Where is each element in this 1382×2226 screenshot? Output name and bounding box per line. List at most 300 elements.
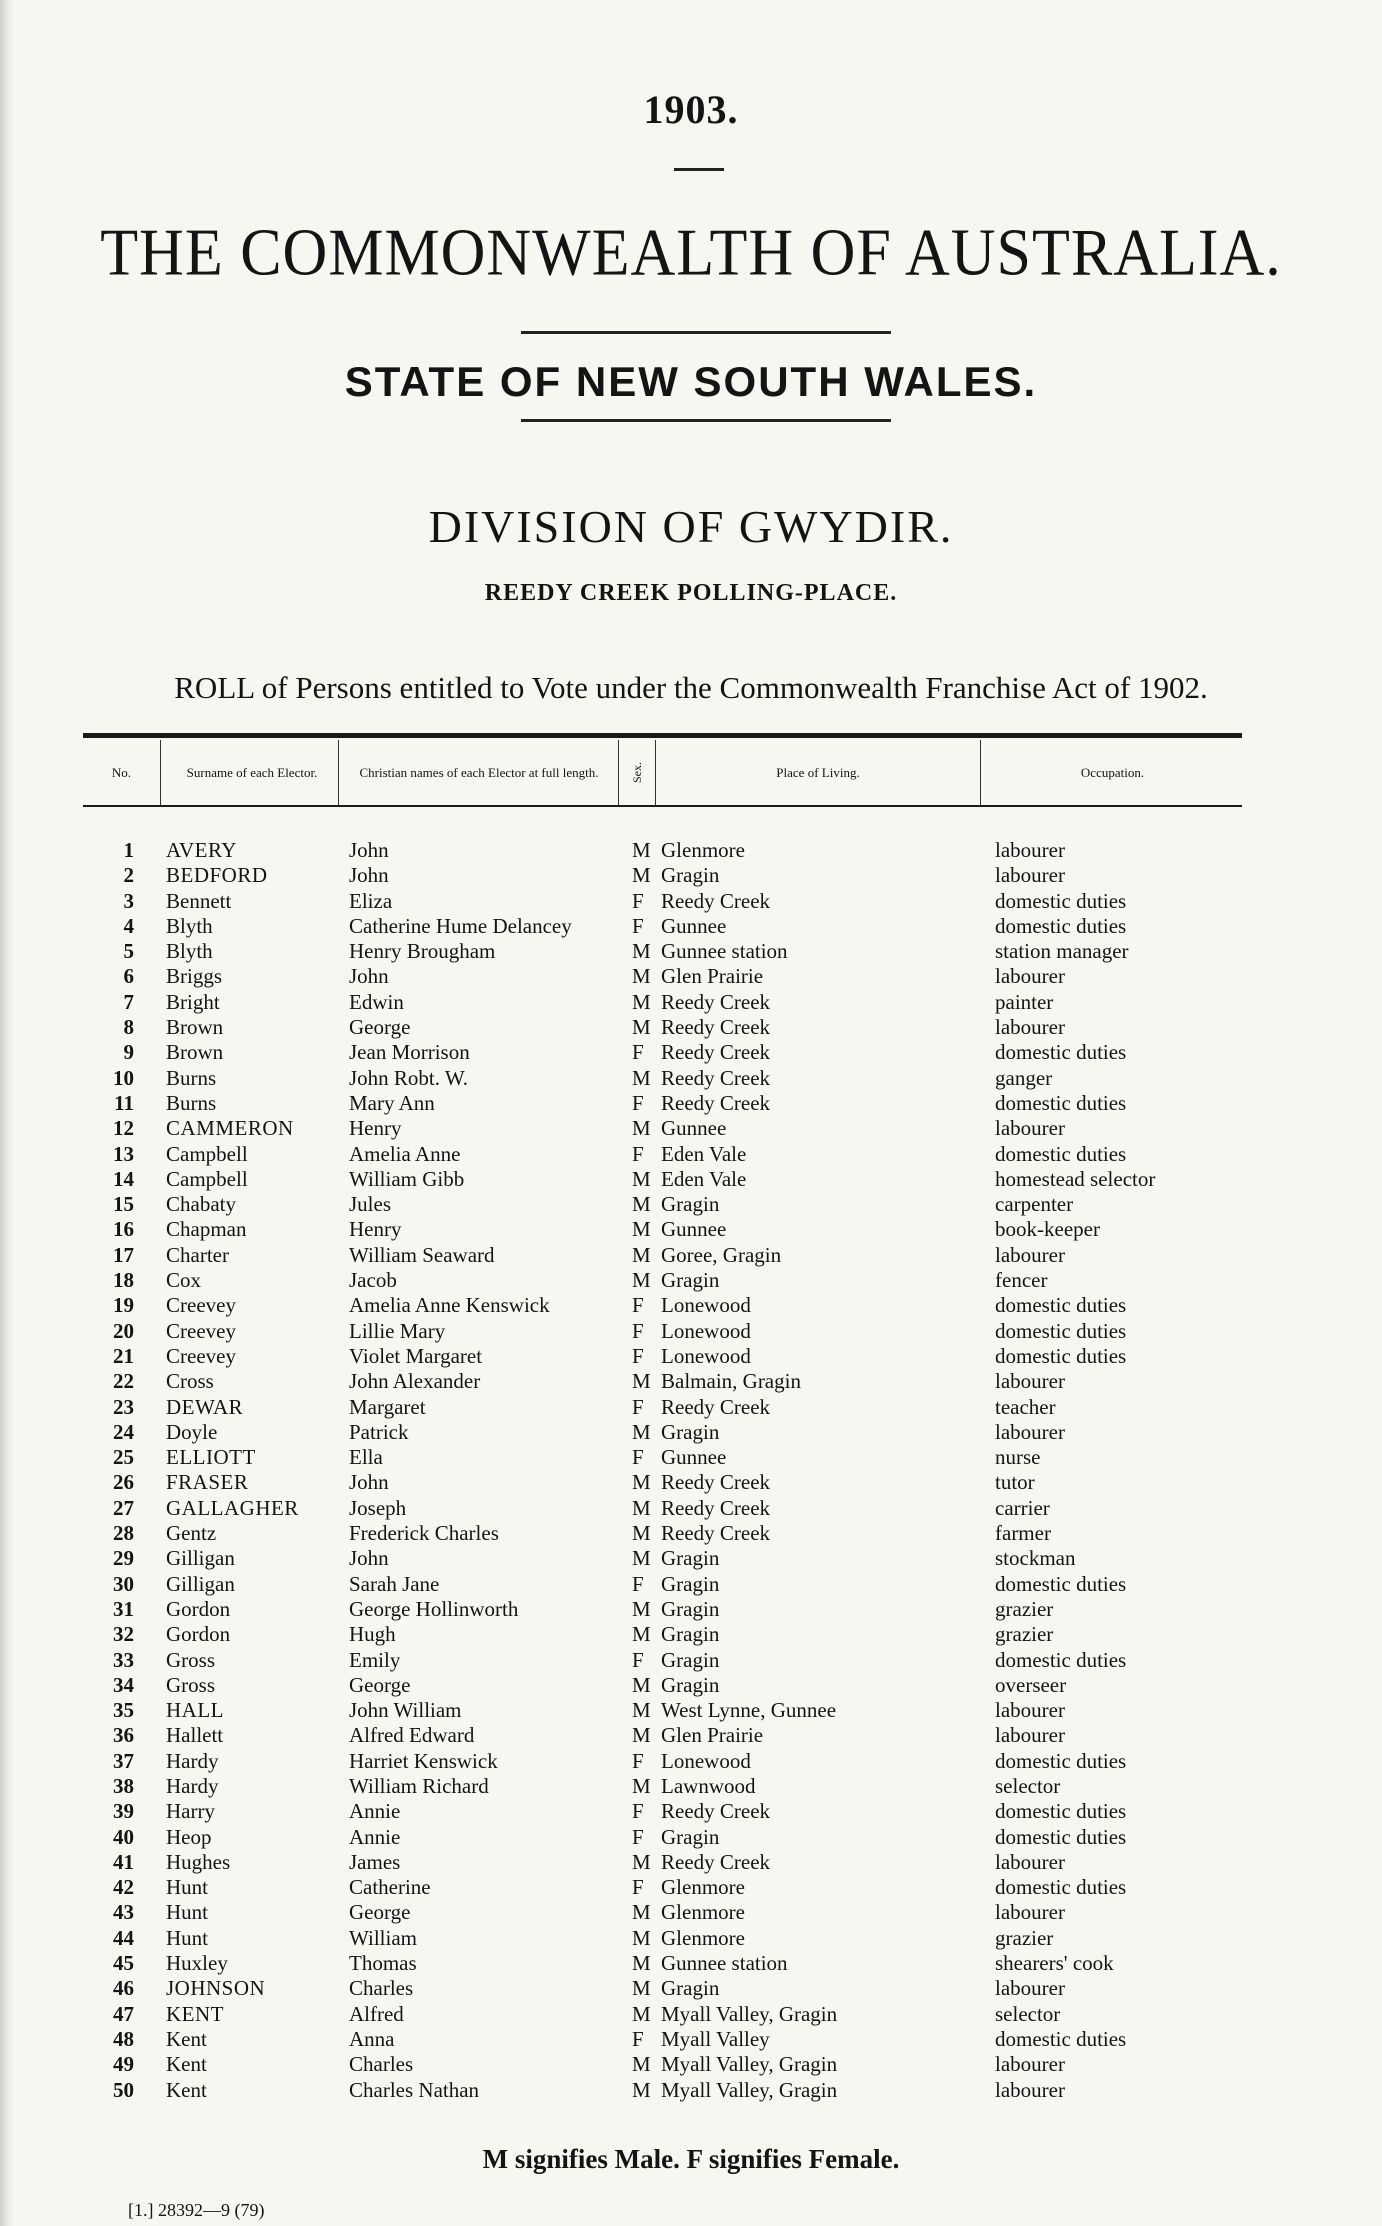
cell-occupation: labourer: [995, 1849, 1065, 1874]
table-row: [0, 1167, 1382, 1192]
cell-christian: John: [349, 964, 389, 989]
cell-no: 32: [113, 1622, 134, 1647]
table-row: [0, 1673, 1382, 1698]
column-header-sex: [620, 742, 654, 802]
table-row: [0, 964, 1382, 989]
cell-surname: FRASER: [166, 1470, 249, 1495]
divider-upper: [521, 331, 891, 334]
cell-no: 26: [113, 1470, 134, 1495]
cell-no: 37: [113, 1748, 134, 1773]
cell-no: 9: [123, 1040, 134, 1065]
table-row: [0, 1572, 1382, 1597]
table-row: [0, 1217, 1382, 1242]
cell-place: Gragin: [661, 1976, 720, 2001]
cell-surname: Brown: [166, 1015, 224, 1040]
cell-occupation: domestic duties: [995, 1318, 1127, 1343]
cell-surname: Kent: [166, 2077, 207, 2102]
cell-no: 16: [113, 1217, 134, 1242]
table-row: [0, 1976, 1382, 2001]
cell-occupation: grazier: [995, 1622, 1054, 1647]
table-row: [0, 1648, 1382, 1673]
cell-no: 40: [113, 1824, 134, 1849]
cell-surname: Bright: [166, 989, 220, 1014]
cell-occupation: labourer: [995, 1242, 1065, 1267]
cell-surname: Gordon: [166, 1596, 231, 1621]
table-row: [0, 2027, 1382, 2052]
cell-no: 3: [123, 888, 134, 913]
cell-place: Reedy Creek: [661, 1394, 771, 1419]
cell-christian: Amelia Anne Kenswick: [349, 1293, 550, 1318]
divider-short: [674, 168, 724, 171]
column-divider: [980, 740, 981, 805]
cell-surname: Chapman: [166, 1217, 247, 1242]
cell-place: Balmain, Gragin: [661, 1369, 801, 1394]
cell-occupation: book-keeper: [995, 1217, 1100, 1242]
cell-place: Gunnee station: [661, 939, 788, 964]
cell-christian: John William: [349, 1698, 462, 1723]
cell-no: 38: [113, 1773, 134, 1798]
cell-sex: F: [632, 1343, 644, 1368]
cell-occupation: stockman: [995, 1546, 1076, 1571]
column-header-christian-names: Christian names of each Elector at full length.: [359, 764, 599, 780]
cell-christian: Alfred Edward: [349, 1723, 475, 1748]
cell-place: Gunnee: [661, 1217, 727, 1242]
cell-no: 48: [113, 2026, 134, 2051]
cell-no: 2: [123, 863, 134, 888]
cell-christian: Jacob: [349, 1268, 397, 1293]
cell-occupation: tutor: [995, 1470, 1035, 1495]
cell-sex: M: [632, 1622, 651, 1647]
cell-sex: M: [632, 1015, 651, 1040]
cell-occupation: labourer: [995, 838, 1065, 862]
cell-place: Gragin: [661, 1571, 720, 1596]
roll-caption: ROLL of Persons entitled to Vote under the Commonwealth Franchise Act of 1902.: [174, 670, 1208, 705]
cell-christian: Anna: [349, 2026, 395, 2051]
cell-place: Reedy Creek: [661, 1065, 771, 1090]
column-header-sex-label: Sex.: [629, 761, 644, 783]
state-heading: STATE OF NEW SOUTH WALES.: [344, 358, 1038, 405]
cell-surname: Hallett: [166, 1723, 224, 1748]
cell-sex: F: [632, 1571, 644, 1596]
cell-surname: Blyth: [166, 939, 213, 964]
cell-place: Glen Prairie: [661, 1723, 764, 1748]
cell-place: Glenmore: [661, 838, 745, 862]
cell-occupation: domestic duties: [995, 1748, 1127, 1773]
cell-christian: George: [349, 1900, 411, 1925]
cell-christian: Thomas: [349, 1951, 417, 1976]
cell-sex: F: [632, 913, 644, 938]
document-title: THE COMMONWEALTH OF AUSTRALIA.: [100, 216, 1282, 290]
cell-place: Lonewood: [661, 1343, 751, 1368]
table-row: [0, 1546, 1382, 1571]
cell-surname: Harry: [166, 1799, 215, 1824]
table-row: [0, 2002, 1382, 2027]
cell-sex: M: [632, 1242, 651, 1267]
cell-occupation: fencer: [995, 1268, 1048, 1293]
cell-surname: Chabaty: [166, 1192, 236, 1217]
cell-sex: M: [632, 838, 651, 862]
table-header-rule: [83, 805, 1242, 807]
cell-sex: M: [632, 939, 651, 964]
cell-surname: Gentz: [166, 1521, 217, 1546]
cell-occupation: labourer: [995, 1419, 1065, 1444]
table-row: [0, 1192, 1382, 1217]
cell-no: 39: [113, 1799, 134, 1824]
table-row: [0, 1015, 1382, 1040]
cell-sex: F: [632, 2026, 644, 2051]
cell-no: 19: [113, 1293, 134, 1318]
table-row: [0, 1369, 1382, 1394]
cell-surname: Charter: [166, 1242, 229, 1267]
cell-no: 21: [113, 1343, 134, 1368]
column-header-place: Place of Living.: [776, 764, 860, 780]
cell-sex: M: [632, 1116, 651, 1141]
cell-sex: M: [632, 1521, 651, 1546]
cell-surname: Gordon: [166, 1622, 231, 1647]
cell-surname: Kent: [166, 2026, 207, 2051]
cell-occupation: labourer: [995, 2052, 1065, 2077]
cell-occupation: labourer: [995, 1976, 1065, 2001]
cell-sex: M: [632, 2077, 651, 2102]
cell-no: 47: [113, 2001, 134, 2026]
table-row: [0, 1597, 1382, 1622]
elector-list: [0, 838, 1382, 2103]
cell-sex: F: [632, 1647, 644, 1672]
cell-occupation: domestic duties: [995, 888, 1127, 913]
cell-occupation: carpenter: [995, 1192, 1074, 1217]
cell-occupation: labourer: [995, 1698, 1065, 1723]
table-row: [0, 1723, 1382, 1748]
cell-no: 35: [113, 1698, 134, 1723]
cell-christian: Alfred: [349, 2001, 404, 2026]
cell-sex: M: [632, 1192, 651, 1217]
cell-christian: John: [349, 1470, 389, 1495]
cell-surname: Gross: [166, 1647, 216, 1672]
cell-no: 36: [113, 1723, 134, 1748]
division-heading: DIVISION OF GWYDIR.: [428, 501, 954, 552]
cell-place: Reedy Creek: [661, 1495, 771, 1520]
cell-occupation: domestic duties: [995, 1799, 1127, 1824]
cell-occupation: ganger: [995, 1065, 1053, 1090]
cell-christian: Charles: [349, 1976, 414, 2001]
cell-christian: Frederick Charles: [349, 1521, 499, 1546]
cell-christian: John Robt. W.: [349, 1065, 469, 1090]
cell-no: 41: [113, 1849, 134, 1874]
cell-place: Lawnwood: [661, 1773, 756, 1798]
cell-sex: M: [632, 1849, 651, 1874]
column-header-no: No.: [111, 764, 132, 780]
cell-christian: Catherine: [349, 1875, 431, 1900]
cell-surname: JOHNSON: [166, 1976, 266, 2001]
cell-sex: M: [632, 1698, 651, 1723]
table-row: [0, 1521, 1382, 1546]
table-row: [0, 1268, 1382, 1293]
cell-place: Reedy Creek: [661, 1470, 771, 1495]
cell-place: Myall Valley, Gragin: [661, 2077, 838, 2102]
cell-sex: M: [632, 2052, 651, 2077]
cell-christian: Henry Brougham: [349, 939, 496, 964]
cell-place: Glen Prairie: [661, 964, 764, 989]
cell-surname: Brown: [166, 1040, 224, 1065]
cell-no: 8: [123, 1015, 134, 1040]
cell-surname: Campbell: [166, 1166, 248, 1191]
table-row: [0, 1622, 1382, 1647]
cell-no: 44: [113, 1925, 134, 1950]
table-top-rule: [83, 733, 1242, 738]
column-divider: [618, 740, 619, 805]
cell-place: Gragin: [661, 863, 720, 888]
cell-surname: Burns: [166, 1065, 217, 1090]
cell-occupation: painter: [995, 989, 1054, 1014]
cell-christian: Henry: [349, 1116, 402, 1141]
cell-place: Lonewood: [661, 1318, 751, 1343]
cell-no: 49: [113, 2052, 134, 2077]
column-divider: [160, 740, 161, 805]
cell-place: Gragin: [661, 1672, 720, 1697]
cell-occupation: farmer: [995, 1521, 1051, 1546]
cell-surname: Creevey: [166, 1318, 236, 1343]
cell-surname: CAMMERON: [166, 1116, 294, 1141]
cell-christian: George: [349, 1015, 411, 1040]
cell-occupation: shearers' cook: [995, 1951, 1114, 1976]
cell-sex: M: [632, 989, 651, 1014]
cell-surname: Briggs: [166, 964, 223, 989]
cell-surname: Hughes: [166, 1849, 231, 1874]
cell-christian: Edwin: [349, 989, 404, 1014]
cell-no: 17: [113, 1242, 134, 1267]
cell-occupation: labourer: [995, 964, 1065, 989]
cell-sex: M: [632, 1925, 651, 1950]
cell-place: Myall Valley, Gragin: [661, 2001, 838, 2026]
cell-surname: Hunt: [166, 1925, 208, 1950]
cell-no: 1: [123, 838, 134, 862]
cell-surname: Bennett: [166, 888, 232, 913]
cell-no: 5: [123, 939, 134, 964]
cell-occupation: teacher: [995, 1394, 1056, 1419]
cell-christian: Mary Ann: [349, 1090, 435, 1115]
table-row: [0, 939, 1382, 964]
cell-occupation: domestic duties: [995, 1141, 1127, 1166]
cell-place: Gunnee station: [661, 1951, 788, 1976]
cell-occupation: homestead selector: [995, 1166, 1156, 1191]
table-row: [0, 863, 1382, 888]
table-row: [0, 838, 1382, 863]
cell-no: 27: [113, 1495, 134, 1520]
cell-surname: Gross: [166, 1672, 216, 1697]
cell-surname: Gilligan: [166, 1546, 235, 1571]
cell-sex: F: [632, 1875, 644, 1900]
cell-occupation: labourer: [995, 2077, 1065, 2102]
cell-christian: Charles Nathan: [349, 2077, 480, 2102]
cell-occupation: domestic duties: [995, 913, 1127, 938]
table-row: [0, 1040, 1382, 1065]
table-row: [0, 1395, 1382, 1420]
cell-place: Gunnee: [661, 1445, 727, 1470]
cell-surname: Burns: [166, 1090, 217, 1115]
cell-christian: Violet Margaret: [349, 1343, 483, 1368]
table-row: [0, 1825, 1382, 1850]
cell-christian: Amelia Anne: [349, 1141, 461, 1166]
cell-sex: F: [632, 1318, 644, 1343]
cell-christian: William: [349, 1925, 417, 1950]
cell-occupation: labourer: [995, 1116, 1065, 1141]
table-row: [0, 1799, 1382, 1824]
cell-occupation: domestic duties: [995, 1875, 1127, 1900]
cell-surname: Creevey: [166, 1343, 236, 1368]
cell-no: 31: [113, 1596, 134, 1621]
cell-place: Myall Valley: [661, 2026, 770, 2051]
print-code: [1.] 28392—9 (79): [128, 2200, 265, 2220]
cell-christian: Jules: [349, 1192, 391, 1217]
cell-sex: M: [632, 1900, 651, 1925]
cell-surname: GALLAGHER: [166, 1495, 299, 1520]
cell-surname: ELLIOTT: [166, 1445, 256, 1470]
cell-sex: M: [632, 1419, 651, 1444]
table-row: [0, 1344, 1382, 1369]
cell-christian: Emily: [349, 1647, 401, 1672]
table-row: [0, 914, 1382, 939]
cell-no: 33: [113, 1647, 134, 1672]
cell-christian: William Seaward: [349, 1242, 495, 1267]
cell-sex: M: [632, 1976, 651, 2001]
cell-no: 28: [113, 1521, 134, 1546]
cell-surname: Hunt: [166, 1875, 208, 1900]
cell-surname: Blyth: [166, 913, 213, 938]
cell-surname: Hardy: [166, 1748, 219, 1773]
cell-place: Reedy Creek: [661, 888, 771, 913]
table-row: [0, 1926, 1382, 1951]
cell-no: 10: [113, 1065, 134, 1090]
cell-christian: Jean Morrison: [349, 1040, 470, 1065]
cell-occupation: selector: [995, 2001, 1061, 2026]
cell-christian: Joseph: [349, 1495, 407, 1520]
table-row: [0, 1470, 1382, 1495]
cell-sex: M: [632, 1773, 651, 1798]
sex-legend: M signifies Male. F signifies Female.: [482, 2144, 900, 2174]
table-row: [0, 2078, 1382, 2103]
cell-occupation: grazier: [995, 1596, 1054, 1621]
table-row: [0, 1066, 1382, 1091]
cell-place: Goree, Gragin: [661, 1242, 782, 1267]
cell-sex: M: [632, 964, 651, 989]
cell-surname: Campbell: [166, 1141, 248, 1166]
cell-occupation: labourer: [995, 1015, 1065, 1040]
cell-no: 20: [113, 1318, 134, 1343]
table-row: [0, 1850, 1382, 1875]
cell-occupation: selector: [995, 1773, 1061, 1798]
cell-christian: Harriet Kenswick: [349, 1748, 498, 1773]
cell-sex: F: [632, 1040, 644, 1065]
cell-surname: Cox: [166, 1268, 202, 1293]
cell-occupation: carrier: [995, 1495, 1050, 1520]
cell-occupation: domestic duties: [995, 1647, 1127, 1672]
cell-christian: Sarah Jane: [349, 1571, 440, 1596]
table-row: [0, 889, 1382, 914]
table-row: [0, 990, 1382, 1015]
cell-sex: M: [632, 1546, 651, 1571]
column-header-occupation: Occupation.: [1080, 764, 1145, 780]
table-row: [0, 1142, 1382, 1167]
cell-place: West Lynne, Gunnee: [661, 1698, 837, 1723]
cell-occupation: domestic duties: [995, 1571, 1127, 1596]
cell-sex: M: [632, 1166, 651, 1191]
cell-no: 22: [113, 1369, 134, 1394]
cell-sex: M: [632, 1495, 651, 1520]
cell-christian: John: [349, 1546, 389, 1571]
cell-occupation: domestic duties: [995, 1293, 1127, 1318]
table-row: [0, 1900, 1382, 1925]
cell-sex: M: [632, 1065, 651, 1090]
cell-surname: Kent: [166, 2052, 207, 2077]
cell-no: 15: [113, 1192, 134, 1217]
cell-sex: M: [632, 1951, 651, 1976]
cell-surname: BEDFORD: [166, 863, 268, 888]
table-row: [0, 1496, 1382, 1521]
cell-place: Eden Vale: [661, 1141, 747, 1166]
cell-surname: Gilligan: [166, 1571, 235, 1596]
cell-christian: Patrick: [349, 1419, 409, 1444]
cell-no: 34: [113, 1672, 134, 1697]
cell-place: Gragin: [661, 1192, 720, 1217]
table-row: [0, 1875, 1382, 1900]
cell-place: Gragin: [661, 1268, 720, 1293]
table-row: [0, 1698, 1382, 1723]
cell-place: Gragin: [661, 1824, 720, 1849]
cell-no: 12: [113, 1116, 134, 1141]
cell-christian: George: [349, 1672, 411, 1697]
cell-christian: Eliza: [349, 888, 393, 913]
cell-place: Gragin: [661, 1622, 720, 1647]
cell-christian: Hugh: [349, 1622, 396, 1647]
cell-occupation: station manager: [995, 939, 1129, 964]
cell-sex: M: [632, 863, 651, 888]
cell-place: Gragin: [661, 1647, 720, 1672]
column-divider: [338, 740, 339, 805]
table-row: [0, 1116, 1382, 1141]
cell-christian: Lillie Mary: [349, 1318, 446, 1343]
cell-christian: Charles: [349, 2052, 414, 2077]
cell-sex: M: [632, 1723, 651, 1748]
cell-no: 11: [114, 1090, 134, 1115]
cell-place: Reedy Creek: [661, 1799, 771, 1824]
cell-sex: F: [632, 1141, 644, 1166]
cell-christian: Margaret: [349, 1394, 426, 1419]
cell-place: Reedy Creek: [661, 1521, 771, 1546]
table-row: [0, 1243, 1382, 1268]
cell-place: Gragin: [661, 1596, 720, 1621]
cell-occupation: grazier: [995, 1925, 1054, 1950]
cell-christian: Annie: [349, 1824, 401, 1849]
cell-christian: John Alexander: [349, 1369, 481, 1394]
cell-christian: William Gibb: [349, 1166, 465, 1191]
cell-occupation: domestic duties: [995, 1040, 1127, 1065]
cell-occupation: domestic duties: [995, 2026, 1127, 2051]
cell-surname: Creevey: [166, 1293, 236, 1318]
table-row: [0, 2052, 1382, 2077]
table-row: [0, 1420, 1382, 1445]
cell-sex: M: [632, 1672, 651, 1697]
cell-no: 14: [113, 1166, 134, 1191]
cell-place: Reedy Creek: [661, 1015, 771, 1040]
cell-sex: F: [632, 1394, 644, 1419]
cell-no: 29: [113, 1546, 134, 1571]
cell-place: Lonewood: [661, 1293, 751, 1318]
cell-no: 4: [123, 913, 134, 938]
cell-no: 50: [113, 2077, 134, 2102]
cell-no: 24: [113, 1419, 134, 1444]
cell-christian: John: [349, 838, 389, 862]
cell-no: 25: [113, 1445, 134, 1470]
